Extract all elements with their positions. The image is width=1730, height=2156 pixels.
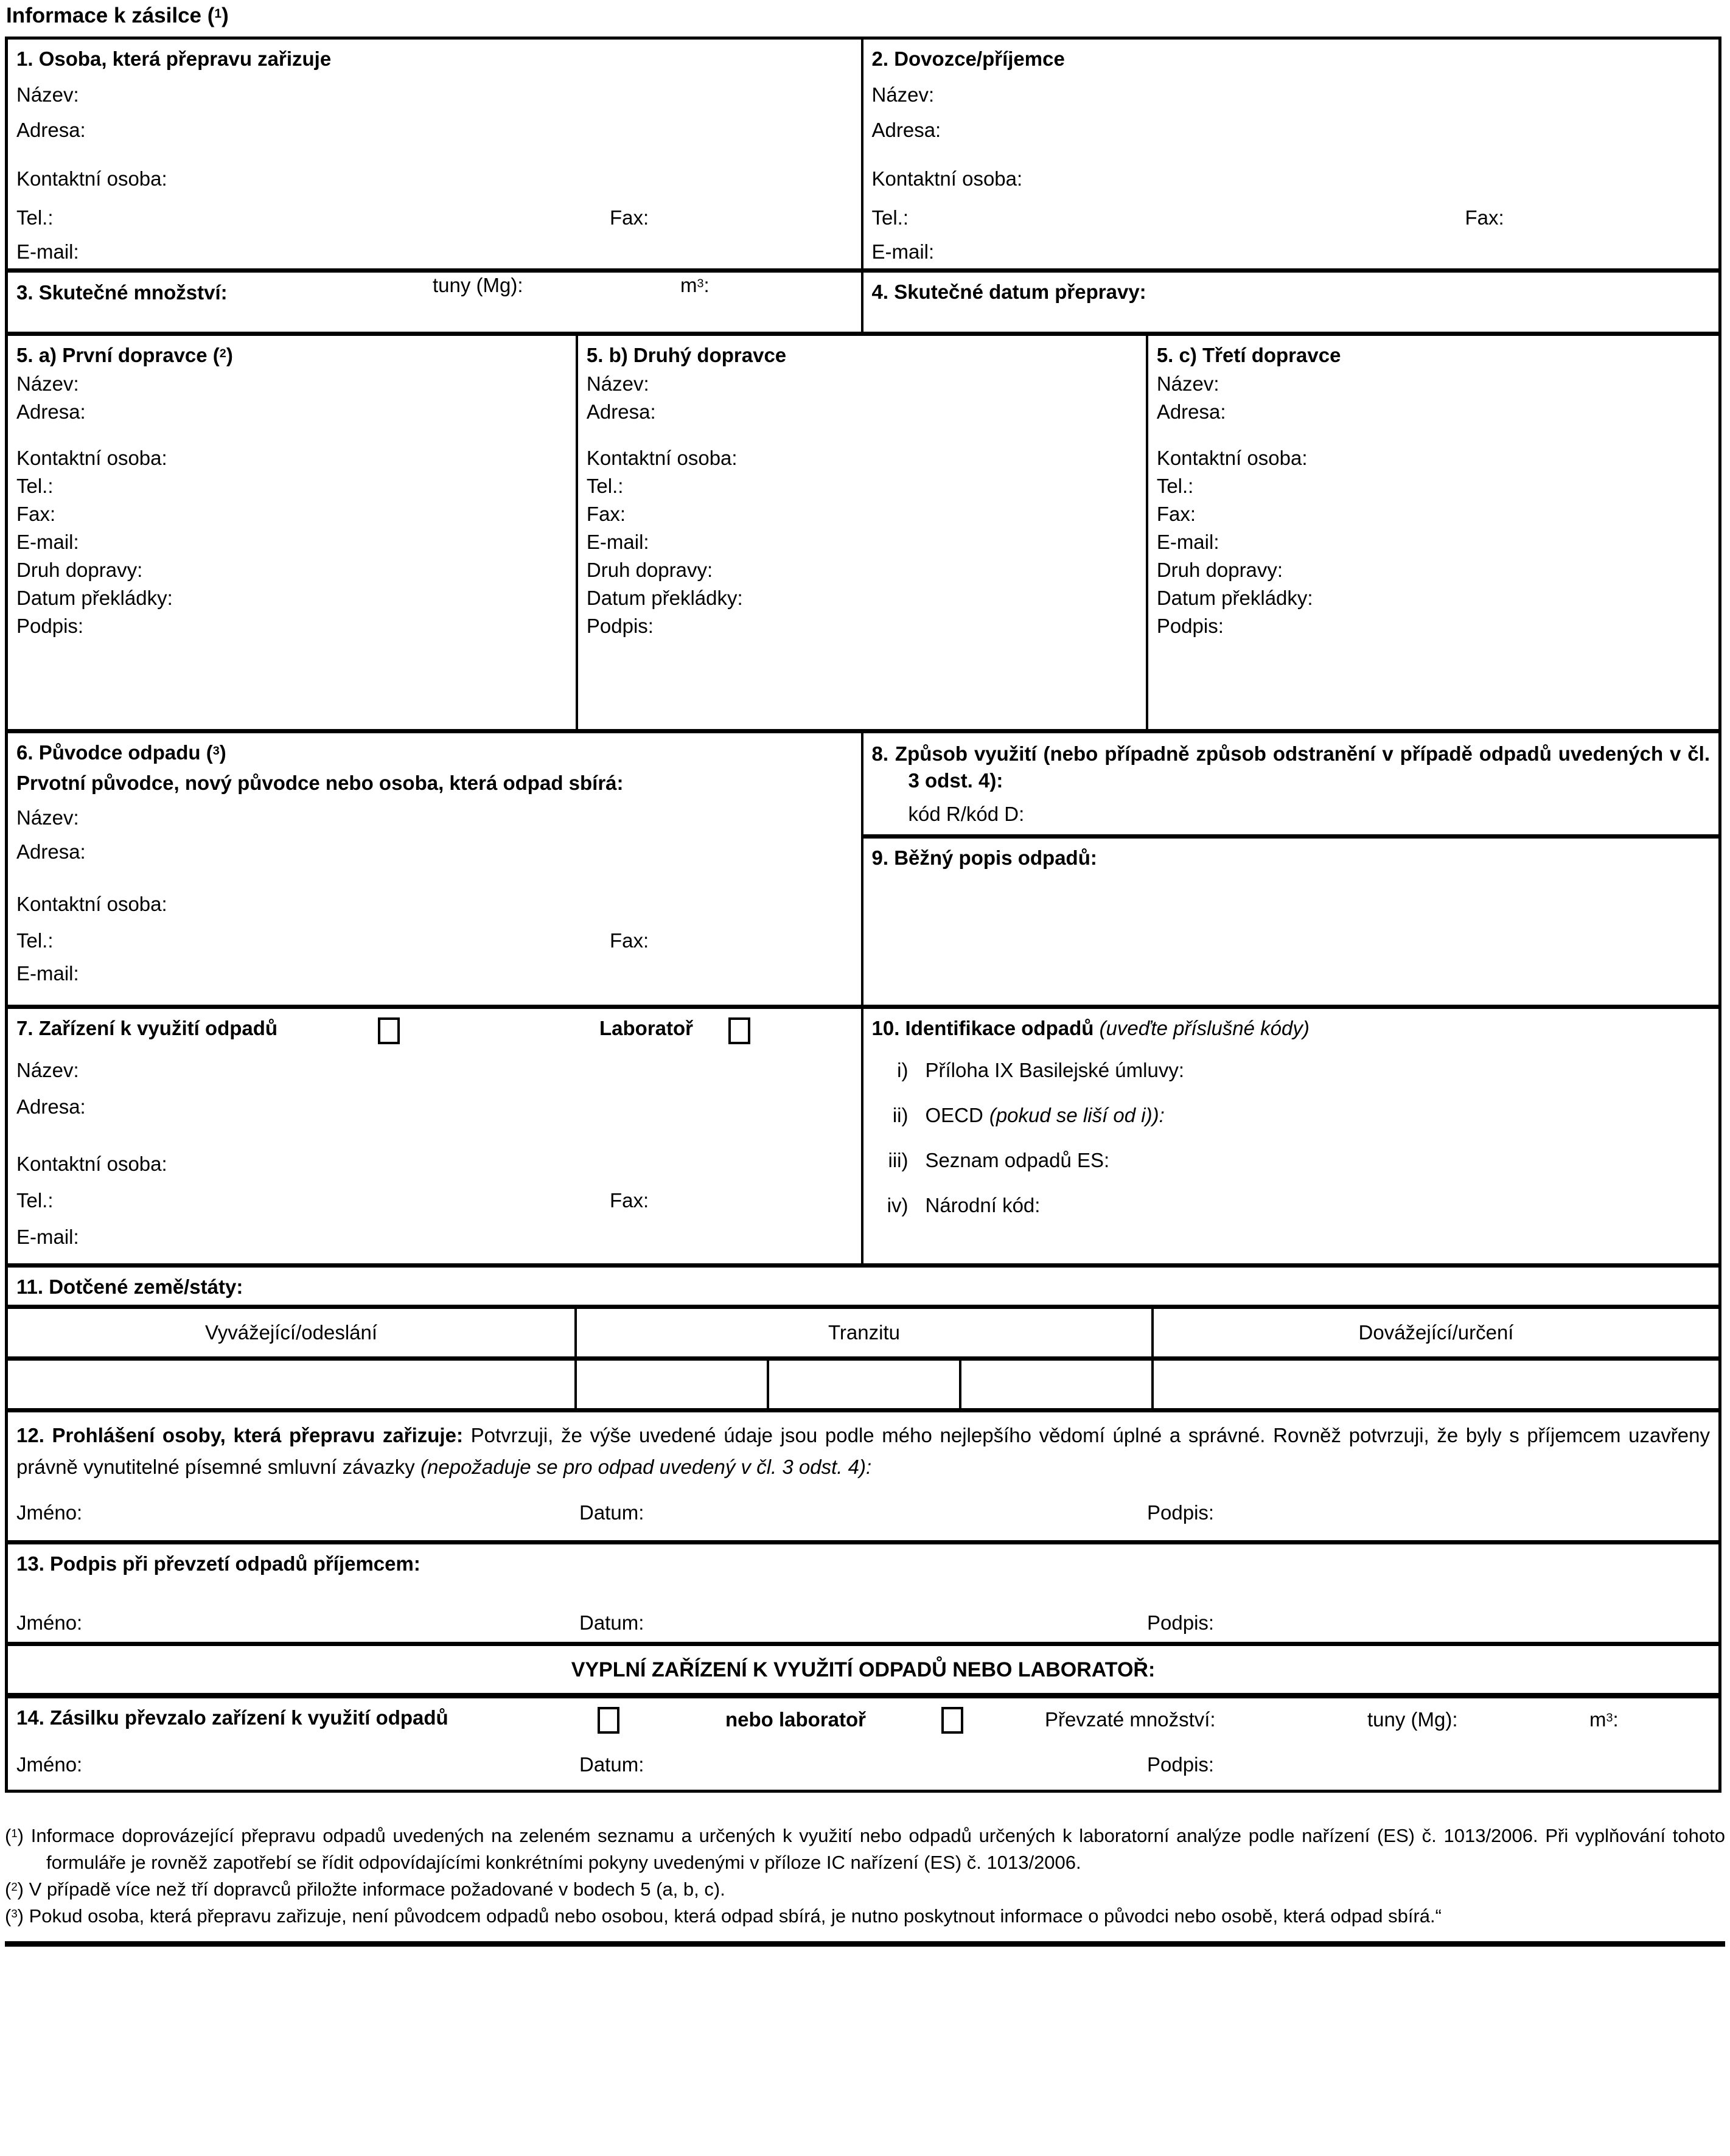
- box-7-title: 7. Zařízení k využití odpadů: [16, 1017, 278, 1039]
- label-podpis: Podpis:: [1147, 1611, 1215, 1634]
- label-tuny: tuny (Mg):: [433, 274, 523, 296]
- label-kontaktni-osoba: Kontaktní osoba:: [871, 167, 1023, 190]
- page-title: [6, 4, 229, 28]
- label-datum: Datum:: [579, 1611, 644, 1634]
- country-header-import-label: Dovážející/určení: [1358, 1321, 1514, 1344]
- label-m3: [1589, 1708, 1619, 1731]
- label-fax: Fax:: [610, 929, 649, 952]
- list-numeral: iv): [887, 1194, 909, 1216]
- box-6-subtitle: Prvotní původce, nový původce nebo osoba, která odpad sbírá:: [16, 772, 624, 794]
- list-item-basel: [872, 1059, 1711, 1082]
- label-m3: [680, 273, 710, 298]
- label-datum-prekladky: Datum překládky:: [586, 587, 743, 609]
- box-5c-title: 5. c) Třetí dopravce: [1156, 344, 1341, 366]
- m3-exponent: 3: [697, 277, 704, 290]
- footnote-paren-open: (: [5, 1879, 12, 1900]
- list-italic: (pokud se liší od i)):: [989, 1104, 1165, 1126]
- box-1-arranger: [8, 40, 863, 268]
- box-6-title-close: ): [219, 741, 226, 764]
- box-2-importer: [863, 40, 1719, 268]
- country-header-row: [8, 1309, 1718, 1361]
- label-druh-dopravy: Druh dopravy:: [586, 559, 713, 581]
- label-kontaktni-osoba: Kontaktní osoba:: [16, 447, 167, 469]
- footnote-paren-close: ): [17, 1905, 24, 1927]
- label-nazev: Název:: [16, 1059, 79, 1081]
- label-nazev: Název:: [16, 372, 79, 395]
- box-11-title: 11. Dotčené země/státy:: [16, 1275, 243, 1298]
- box-5b-title: 5. b) Druhý dopravce: [586, 344, 787, 366]
- row-quantity-date: [8, 273, 1718, 336]
- label-email: E-mail:: [871, 240, 935, 263]
- label-nazev: Název:: [16, 83, 79, 106]
- box-13-title: 13. Podpis při převzetí odpadů příjemcem:: [16, 1552, 420, 1575]
- label-podpis: Podpis:: [1156, 615, 1224, 637]
- page-title-close: ): [221, 4, 229, 27]
- box-12-cell: [8, 1412, 1718, 1532]
- list-text: OECD: [925, 1104, 983, 1126]
- footnote-text: Informace doprovázející přepravu odpadů uvedených na zeleném seznamu a určených k využití nebo odpadů určených k laboratorní analýze podle nařízení (ES) č. 1013/2006. Při vyplňování tohoto formuláře je rovněž zapotřebí se řídit odpovídajícími konkrétními pokyny uvedenými v příloze IC nařízení (ES) č. 1013/2006.: [30, 1825, 1725, 1873]
- label-podpis: Podpis:: [586, 615, 654, 637]
- label-adresa: Adresa:: [586, 400, 656, 423]
- box-12-exception: (nepožaduje se pro odpad uvedený v čl. 3 odst. 4):: [420, 1456, 872, 1478]
- recovery-column: [863, 733, 1719, 1005]
- label-fax: Fax:: [16, 503, 56, 525]
- label-tuny: tuny (Mg):: [1367, 1708, 1458, 1731]
- name-date-signature-line: [16, 1753, 1710, 1776]
- country-cell-transit-3[interactable]: [961, 1361, 1154, 1408]
- label-email: E-mail:: [16, 240, 79, 263]
- label-datum-prekladky: Datum překládky:: [16, 587, 173, 609]
- m3-colon: :: [1613, 1708, 1619, 1731]
- box-14-laborator-label: nebo laboratoř: [725, 1708, 867, 1731]
- box-14-title: 14. Zásilku převzalo zařízení k využití odpadů: [16, 1706, 448, 1729]
- m3-exponent: 3: [1606, 1711, 1613, 1725]
- country-header-import: [1154, 1309, 1718, 1356]
- label-fax: Fax:: [586, 503, 626, 525]
- label-kontaktni-osoba: Kontaktní osoba:: [16, 1153, 167, 1175]
- label-nazev: Název:: [16, 806, 79, 829]
- label-kontaktni-osoba: Kontaktní osoba:: [16, 893, 167, 915]
- label-tel: Tel.:: [586, 475, 624, 497]
- label-datum: Datum:: [579, 1753, 644, 1776]
- footnote-3: [5, 1903, 1725, 1930]
- laboratory-checkbox[interactable]: [728, 1017, 750, 1044]
- country-cell-transit-1[interactable]: [577, 1361, 769, 1408]
- list-text: Příloha IX Basilejské úmluvy:: [925, 1059, 1185, 1081]
- box-5a-title-close: ): [226, 344, 233, 366]
- row-generator-recovery: [8, 733, 1718, 1009]
- label-fax: Fax:: [610, 1189, 649, 1212]
- list-numeral: iii): [888, 1149, 909, 1171]
- label-podpis: Podpis:: [16, 615, 84, 637]
- laboratory-received-checkbox[interactable]: [941, 1707, 963, 1734]
- footnote-text: V případě více než tří dopravců přiložte informace požadované v bodech 5 (a, b, c).: [29, 1879, 725, 1900]
- box-6-title: [16, 741, 853, 765]
- box-10-title-bold: 10. Identifikace odpadů: [871, 1017, 1094, 1039]
- label-fax: Fax:: [1465, 206, 1504, 229]
- label-tel: Tel.:: [16, 1189, 54, 1212]
- label-email: E-mail:: [586, 531, 649, 553]
- footnote-marker: [5, 1825, 24, 1846]
- box-14-title-line: [16, 1706, 1710, 1737]
- list-item-es: [872, 1149, 1711, 1172]
- footnote-number: 2: [11, 1880, 18, 1893]
- box-4-title: 4. Skutečné datum přepravy:: [871, 281, 1146, 303]
- tel-fax-line: [16, 929, 853, 952]
- footnote-2: [5, 1876, 1725, 1903]
- label-podpis: Podpis:: [1147, 1501, 1215, 1524]
- label-jmeno: Jméno:: [16, 1611, 83, 1634]
- box-9-waste-description: [863, 839, 1719, 1005]
- box-4-date: [863, 273, 1719, 332]
- box-5c-third-carrier: [1148, 336, 1718, 729]
- label-nazev: Název:: [1156, 372, 1219, 395]
- label-kontaktni-osoba: Kontaktní osoba:: [1156, 447, 1308, 469]
- footnotes: [5, 1823, 1725, 1930]
- footnote-paren-close: ): [17, 1825, 24, 1846]
- country-header-export: [8, 1309, 577, 1356]
- box-13-cell: [8, 1544, 1718, 1642]
- tel-fax-line: [16, 206, 853, 229]
- label-prevzate-mnozstvi: Převzaté množství:: [1045, 1708, 1216, 1731]
- m3-base: m: [680, 274, 697, 296]
- section-header-text: VYPLNÍ ZAŘÍZENÍ K VYUŽITÍ ODPADŮ NEBO LABORATOŘ:: [571, 1658, 1156, 1681]
- box-8-title: 8. Způsob využití (nebo případně způsob odstranění v případě odpadů uvedených v čl. 3 odst. 4):: [871, 742, 1710, 792]
- footnote-number: 3: [11, 1907, 18, 1920]
- m3-colon: :: [703, 274, 710, 296]
- footnote-number: 1: [11, 1827, 18, 1840]
- label-datum-prekladky: Datum překládky:: [1156, 587, 1313, 609]
- label-tel: Tel.:: [1156, 475, 1194, 497]
- label-tel: Tel.:: [16, 475, 54, 497]
- row-carriers: [8, 336, 1718, 733]
- box-7-title-line: [16, 1016, 853, 1045]
- box-3-quantity: [8, 273, 863, 332]
- box-11-countries-label: [8, 1268, 1718, 1309]
- form-table: [5, 37, 1721, 1793]
- footnote-paren-open: (: [5, 1825, 12, 1846]
- footnote-marker: [5, 1879, 24, 1900]
- box-1-title: 1. Osoba, která přepravu zařizuje: [16, 47, 332, 70]
- box-13-consignee-signature: [8, 1544, 1718, 1646]
- label-tel: Tel.:: [16, 206, 54, 229]
- facility-received-checkbox[interactable]: [598, 1707, 619, 1734]
- box-2-title: 2. Dovozce/příjemce: [871, 47, 1065, 70]
- box-5b-second-carrier: [578, 336, 1148, 729]
- box-12-declaration: [8, 1412, 1718, 1544]
- label-kontaktni-osoba: Kontaktní osoba:: [586, 447, 738, 469]
- label-jmeno: Jméno:: [16, 1753, 83, 1776]
- label-email: E-mail:: [1156, 531, 1219, 553]
- label-nazev: Název:: [586, 372, 649, 395]
- box-14-cell: [8, 1698, 1718, 1784]
- country-cell-import[interactable]: [1154, 1361, 1718, 1408]
- bottom-rule: [5, 1941, 1725, 1947]
- list-item-national: [872, 1194, 1711, 1217]
- list-numeral: i): [897, 1059, 909, 1081]
- footnote-1: [5, 1823, 1725, 1876]
- label-nazev: Název:: [871, 83, 935, 106]
- name-date-signature-line: [16, 1501, 1710, 1524]
- box-12-statement: Potvrzuji, že výše uvedené údaje jsou podle mého nejlepšího vědomí úplné a správné. Rovněž potvrzuji, že byly s příjemcem uzavřeny právně vynutitelné písemné smluvní závazky: [16, 1424, 1710, 1478]
- label-tel: Tel.:: [16, 929, 54, 952]
- footnote-marker: [5, 1905, 24, 1927]
- box-5a-title-text: 5. a) První dopravce (: [16, 344, 220, 366]
- footnote-text: Pokud osoba, která přepravu zařizuje, není původcem odpadů nebo osobou, která odpad sbírá, je nutno poskytnout informace o původci nebo osobě, která odpad sbírá.“: [29, 1905, 1442, 1927]
- box-6-footnote-ref: 3: [212, 744, 220, 758]
- box-6-title-text: 6. Původce odpadu (: [16, 741, 213, 764]
- footnote-paren-open: (: [5, 1905, 12, 1927]
- label-adresa: Adresa:: [1156, 400, 1226, 423]
- list-item-oecd: [872, 1104, 1711, 1127]
- row-facility-identification: [8, 1009, 1718, 1268]
- box-10-title: [872, 1016, 1711, 1041]
- country-header-transit: [577, 1309, 1154, 1356]
- country-header-export-label: Vyvážející/odeslání: [204, 1321, 378, 1344]
- label-kontaktni-osoba: Kontaktní osoba:: [16, 167, 167, 190]
- recovery-facility-checkbox[interactable]: [378, 1017, 400, 1044]
- section-header-recovery: [8, 1646, 1718, 1698]
- label-adresa: Adresa:: [16, 400, 86, 423]
- label-fax: Fax:: [610, 206, 649, 229]
- label-druh-dopravy: Druh dopravy:: [1156, 559, 1283, 581]
- box-12-title: 12. Prohlášení osoby, která přepravu zařizuje:: [16, 1424, 463, 1446]
- list-text: Seznam odpadů ES:: [925, 1149, 1110, 1171]
- box-5a-footnote-ref: 2: [219, 347, 226, 360]
- box-6-waste-generator: [8, 733, 863, 1005]
- box-3-title: 3. Skutečné množství:: [16, 281, 228, 304]
- box-5a-title: [16, 343, 567, 368]
- label-adresa: Adresa:: [16, 840, 86, 863]
- tel-fax-line: [16, 1189, 853, 1212]
- page-title-footnote-ref: 1: [214, 7, 222, 21]
- box-10-waste-identification: [863, 1009, 1719, 1263]
- label-kod-r-d: kód R/kód D:: [908, 803, 1025, 825]
- box-9-title: 9. Běžný popis odpadů:: [871, 846, 1097, 869]
- label-adresa: Adresa:: [16, 1095, 86, 1118]
- label-email: E-mail:: [16, 1226, 79, 1248]
- page-title-text: Informace k zásilce (: [6, 4, 215, 27]
- box-14-receipt: [8, 1698, 1718, 1790]
- country-cell-export[interactable]: [8, 1361, 577, 1408]
- label-adresa: Adresa:: [871, 119, 941, 141]
- box-7-laborator-label: Laboratoř: [599, 1017, 694, 1039]
- country-value-row: [8, 1361, 1718, 1412]
- box-11-title-cell: [8, 1268, 1718, 1305]
- box-8-recovery-operation: [863, 733, 1719, 839]
- label-datum: Datum:: [579, 1501, 644, 1524]
- label-jmeno: Jméno:: [16, 1501, 83, 1524]
- box-10-title-italic: (uveďte příslušné kódy): [1099, 1017, 1310, 1039]
- name-date-signature-line: [16, 1611, 1710, 1634]
- label-podpis: Podpis:: [1147, 1753, 1215, 1776]
- box-5a-first-carrier: [8, 336, 578, 729]
- label-adresa: Adresa:: [16, 119, 86, 141]
- label-druh-dopravy: Druh dopravy:: [16, 559, 143, 581]
- box-12-text: [16, 1420, 1710, 1483]
- tel-fax-line: [872, 206, 1711, 229]
- footnote-paren-close: ): [17, 1879, 24, 1900]
- country-cell-transit-2[interactable]: [769, 1361, 961, 1408]
- label-fax: Fax:: [1156, 503, 1196, 525]
- country-header-transit-label: Tranzitu: [828, 1321, 900, 1344]
- list-numeral: ii): [892, 1104, 909, 1126]
- m3-base: m: [1589, 1708, 1606, 1731]
- list-text: Národní kód:: [925, 1194, 1041, 1216]
- box-7-recovery-facility: [8, 1009, 863, 1263]
- row-arranger-importer: [8, 40, 1718, 273]
- label-tel: Tel.:: [871, 206, 909, 229]
- label-email: E-mail:: [16, 962, 79, 985]
- label-email: E-mail:: [16, 531, 79, 553]
